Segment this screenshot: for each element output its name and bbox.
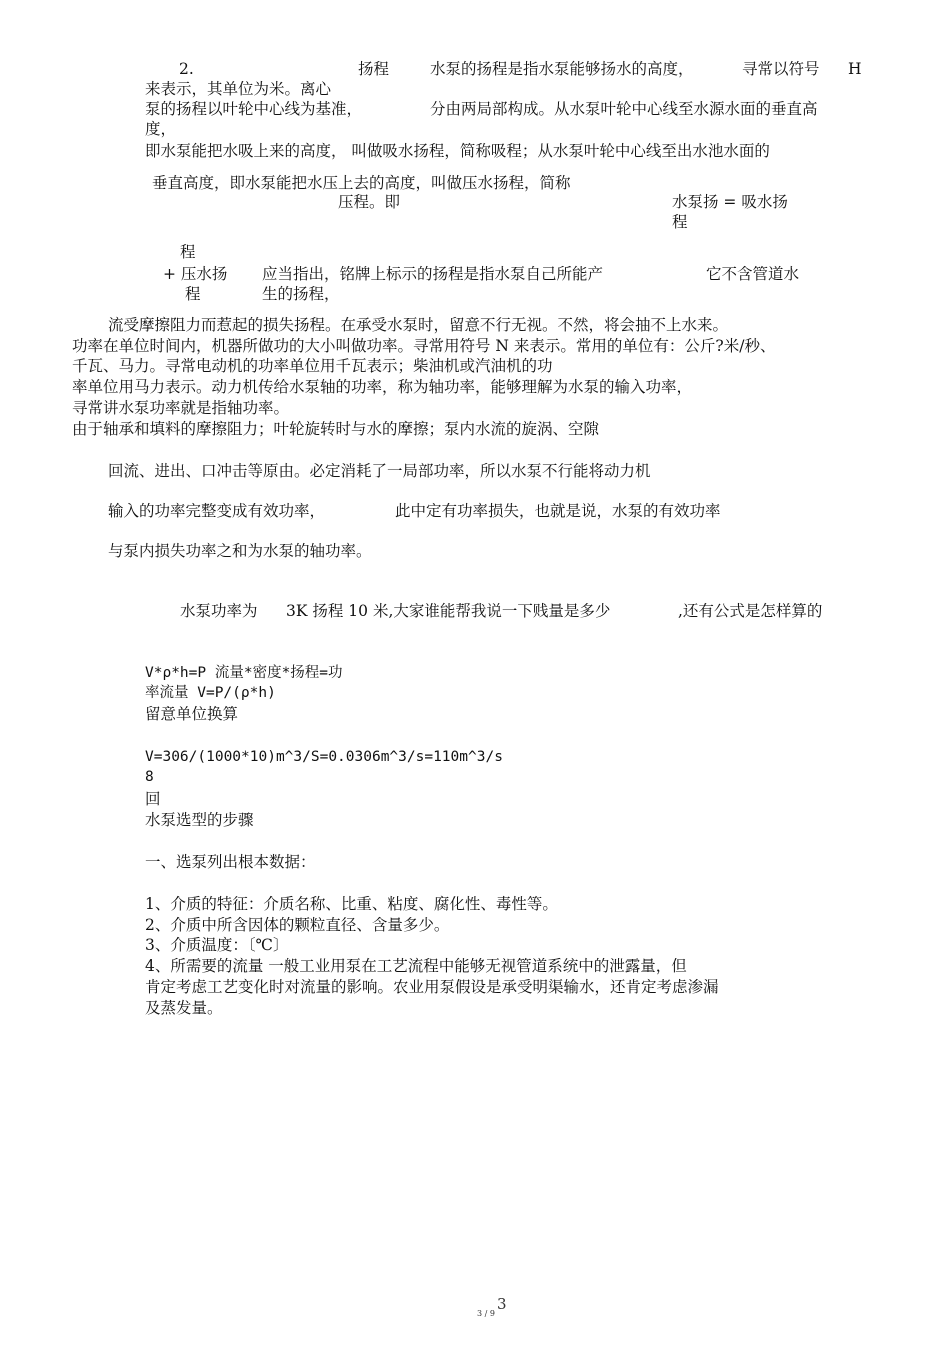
text-line: 回流、进出、口冲击等原由。必定消耗了一局部功率，所以水泵不行能将动力机 [108,462,651,480]
text-line: 程 [672,213,688,231]
step-item: 3、介质温度：〔℃〕 [145,936,289,954]
text-line: 回 [145,790,161,808]
text-line: 水泵的扬程是指水泵能够扬水的高度， [430,60,694,78]
text-line: 度， [145,120,177,138]
page-number: 3 [497,1295,507,1313]
text-line: 输入的功率完整变成有效功率， [108,502,326,520]
question-text: 3K 扬程 10 米,大家谁能帮我说一下贱量是多少 [286,602,611,620]
text-line: 此中定有功率损失，也就是说，水泵的有效功率 [395,502,721,520]
text-line: 生的扬程， [262,285,340,303]
page-fraction: 3 / 9 [477,1309,495,1318]
text-line: 寻常讲水泵功率就是指轴功率。 [72,399,290,417]
text-line: 水泵扬 = 吸水扬 [672,193,788,211]
text-line: 垂直高度，即水泵能把水压上去的高度，叫做压水扬程，简称 [152,174,571,192]
step-item: 及蒸发量。 [145,999,223,1017]
step-item: 肯定考虑工艺变化时对流量的影响。农业用泵假设是承受明渠输水，还肯定考虑渗漏 [145,978,719,996]
step-item: 1、介质的特征：介质名称、比重、粘度、腐化性、毒性等。 [145,895,558,913]
text-line: 留意单位换算 [145,705,239,723]
steps-title: 水泵选型的步骤 [145,811,254,829]
text-line: 与泵内损失功率之和为水泵的轴功率。 [108,542,372,560]
text-line: 即水泵能把水吸上来的高度， 叫做吸水扬程，简称吸程；从水泵叶轮中心线至出水池水面的 [145,142,770,160]
text-line: 功率在单位时间内，机器所做功的大小叫做功率。寻常用符号 N 来表示。常用的单位有：公斤?米/秒、 [72,337,776,355]
text-line: 程 [180,243,196,261]
text-line: 分由两局部构成。从水泵叶轮中心线至水源水面的垂直高 [430,100,818,118]
formula-line: 率流量 V=P/(ρ*h) [145,685,276,701]
formula-line: V=306/(1000*10)m^3/S=0.0306m^3/s=110m^3/s [145,749,503,765]
text-line: + 压水扬 [163,265,228,283]
section-number: 2. [179,60,194,78]
text-line: 由于轴承和填料的摩擦阻力；叶轮旋转时与水的摩擦；泵内水流的旋涡、空隙 [72,420,600,438]
formula-line: V*ρ*h=P 流量*密度*扬程=功 [145,665,343,681]
text-line: 压程。即 [338,193,401,211]
text-line: 它不含管道水 [706,265,800,283]
text-line: 率单位用马力表示。动力机传给水泵轴的功率，称为轴功率，能够理解为水泵的输入功率， [72,378,693,396]
step-heading: 一、选泵列出根本数据： [145,853,316,871]
symbol-h: H [848,60,862,78]
text-line: 应当指出，铭牌上标示的扬程是指水泵自己所能产 [262,265,604,283]
text-line: 千瓦、马力。寻常电动机的功率单位用千瓦表示；柴油机或汽油机的功 [72,357,553,375]
text-line: 寻常以符号 [742,60,820,78]
step-item: 4、所需要的流量 一般工业用泵在工艺流程中能够无视管道系统中的泄露量，但 [145,957,687,975]
text-line: 泵的扬程以叶轮中心线为基准， [145,100,363,118]
step-item: 2、介质中所含因体的颗粒直径、含量多少。 [145,916,450,934]
question-text: 水泵功率为 [180,602,258,620]
text-line: 程 [185,285,201,303]
text-line: 来表示，其单位为米。离心 [145,80,332,98]
text-line: 8 [145,769,154,785]
question-text: ,还有公式是怎样算的 [678,602,823,620]
section-term: 扬程 [358,60,390,78]
text-line: 流受摩擦阻力而惹起的损失扬程。在承受水泵时，留意不行无视。不然，将会抽不上水来。 [108,316,729,334]
